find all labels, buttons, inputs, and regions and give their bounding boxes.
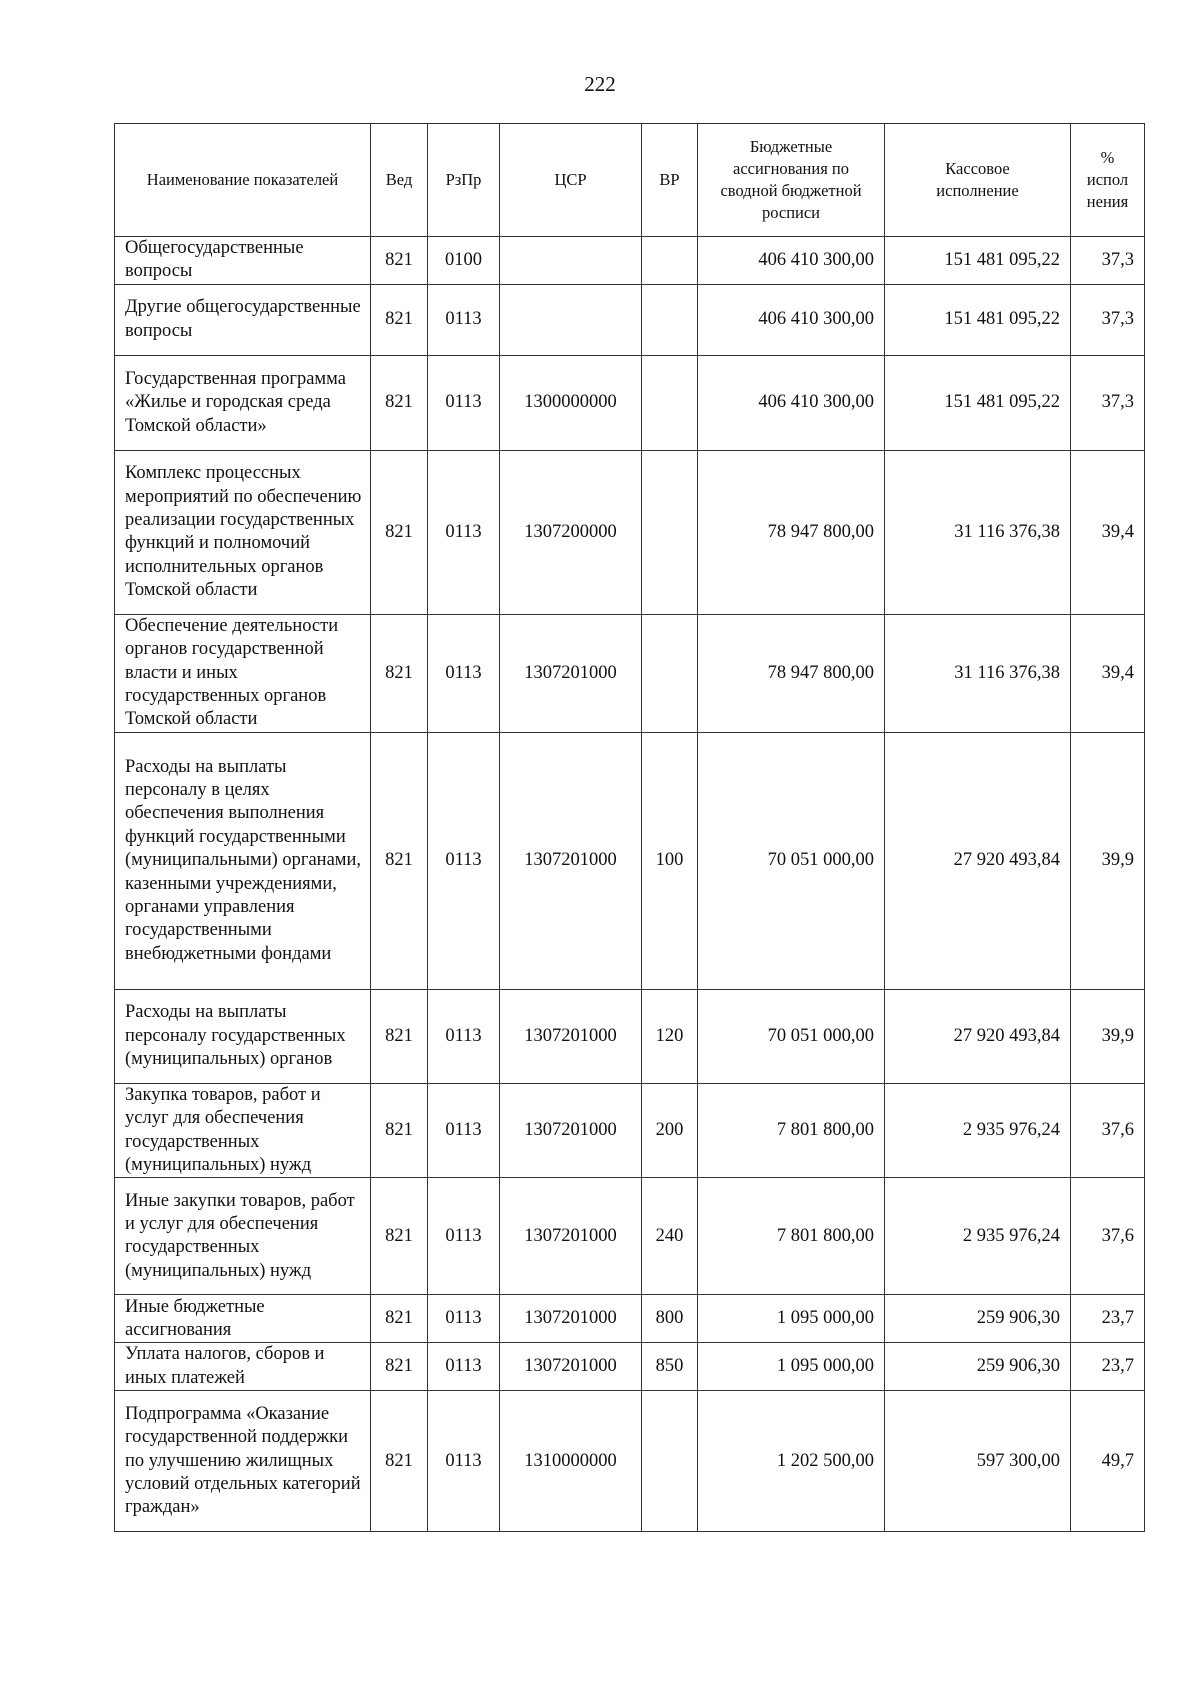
row-name: Иные бюджетные ассигнования xyxy=(115,1295,371,1343)
row-csr: 1310000000 xyxy=(500,1391,642,1532)
row-vr: 240 xyxy=(642,1178,698,1295)
table-row xyxy=(115,1391,1145,1532)
row-name: Общегосударственные вопросы xyxy=(115,237,371,285)
table-row xyxy=(115,1178,1145,1295)
row-budget: 78 947 800,00 xyxy=(698,614,885,732)
row-budget: 1 095 000,00 xyxy=(698,1295,885,1343)
row-pct: 37,3 xyxy=(1071,355,1145,450)
row-vr: 120 xyxy=(642,989,698,1083)
table-row xyxy=(115,355,1145,450)
page-number: 222 xyxy=(584,72,616,96)
table-row xyxy=(115,284,1145,355)
table-row xyxy=(115,989,1145,1083)
row-budget: 70 051 000,00 xyxy=(698,732,885,989)
row-cash: 27 920 493,84 xyxy=(885,732,1071,989)
row-pct: 37,3 xyxy=(1071,284,1145,355)
header-rzpr: РзПр xyxy=(428,124,500,237)
header-csr: ЦСР xyxy=(500,124,642,237)
header-name: Наименование показателей xyxy=(115,124,371,237)
row-rzpr: 0113 xyxy=(428,614,500,732)
row-budget: 78 947 800,00 xyxy=(698,450,885,614)
row-ved: 821 xyxy=(371,450,428,614)
row-csr: 1307200000 xyxy=(500,450,642,614)
row-name: Обеспечение деятельности органов государственной власти и иных государственных органов Томской области xyxy=(115,614,371,732)
row-vr: 850 xyxy=(642,1343,698,1391)
row-ved: 821 xyxy=(371,989,428,1083)
table-row xyxy=(115,450,1145,614)
row-vr xyxy=(642,355,698,450)
row-csr: 1307201000 xyxy=(500,1178,642,1295)
row-vr xyxy=(642,237,698,285)
row-vr: 100 xyxy=(642,732,698,989)
table-row xyxy=(115,1343,1145,1391)
row-name: Подпрограмма «Оказание государственной поддержки по улучшению жилищных условий отдельных категорий граждан» xyxy=(115,1391,371,1532)
header-ved: Вед xyxy=(371,124,428,237)
row-ved: 821 xyxy=(371,732,428,989)
row-ved: 821 xyxy=(371,1295,428,1343)
row-csr xyxy=(500,284,642,355)
row-pct: 39,9 xyxy=(1071,732,1145,989)
row-budget: 406 410 300,00 xyxy=(698,237,885,285)
table-header-row xyxy=(115,124,1145,237)
row-rzpr: 0100 xyxy=(428,237,500,285)
row-pct: 23,7 xyxy=(1071,1343,1145,1391)
row-rzpr: 0113 xyxy=(428,1295,500,1343)
row-vr xyxy=(642,450,698,614)
row-budget: 7 801 800,00 xyxy=(698,1178,885,1295)
header-pct-text: % испол нения xyxy=(1086,148,1129,211)
row-cash: 2 935 976,24 xyxy=(885,1083,1071,1178)
row-cash: 259 906,30 xyxy=(885,1295,1071,1343)
row-csr: 1307201000 xyxy=(500,732,642,989)
table-row xyxy=(115,1295,1145,1343)
row-rzpr: 0113 xyxy=(428,989,500,1083)
row-name: Государственная программа «Жилье и городская среда Томской области» xyxy=(115,355,371,450)
header-pct xyxy=(1071,124,1145,237)
row-pct: 39,4 xyxy=(1071,614,1145,732)
row-cash: 151 481 095,22 xyxy=(885,237,1071,285)
row-name: Расходы на выплаты персоналу в целях обеспечения выполнения функций государственными (муниципальными) органами, казенными учреждениями, органами управления государственными внебюджетными фондами xyxy=(115,732,371,989)
table-row xyxy=(115,237,1145,285)
row-name: Уплата налогов, сборов и иных платежей xyxy=(115,1343,371,1391)
row-name: Другие общегосударственные вопросы xyxy=(115,284,371,355)
row-ved: 821 xyxy=(371,1391,428,1532)
row-budget: 406 410 300,00 xyxy=(698,284,885,355)
row-rzpr: 0113 xyxy=(428,1343,500,1391)
row-vr xyxy=(642,284,698,355)
row-cash: 27 920 493,84 xyxy=(885,989,1071,1083)
row-budget: 7 801 800,00 xyxy=(698,1083,885,1178)
row-pct: 37,6 xyxy=(1071,1178,1145,1295)
row-budget: 1 095 000,00 xyxy=(698,1343,885,1391)
row-csr: 1307201000 xyxy=(500,1083,642,1178)
row-ved: 821 xyxy=(371,1343,428,1391)
row-pct: 49,7 xyxy=(1071,1391,1145,1532)
row-csr: 1307201000 xyxy=(500,1343,642,1391)
row-rzpr: 0113 xyxy=(428,284,500,355)
row-ved: 821 xyxy=(371,1178,428,1295)
row-ved: 821 xyxy=(371,614,428,732)
row-csr: 1307201000 xyxy=(500,614,642,732)
row-budget: 406 410 300,00 xyxy=(698,355,885,450)
row-csr: 1300000000 xyxy=(500,355,642,450)
budget-execution-table xyxy=(114,123,1145,1532)
row-cash: 2 935 976,24 xyxy=(885,1178,1071,1295)
table-row xyxy=(115,1083,1145,1178)
header-cash xyxy=(885,124,1071,237)
row-rzpr: 0113 xyxy=(428,355,500,450)
row-cash: 31 116 376,38 xyxy=(885,450,1071,614)
row-vr xyxy=(642,614,698,732)
row-name: Иные закупки товаров, работ и услуг для обеспечения государственных (муниципальных) нужд xyxy=(115,1178,371,1295)
row-rzpr: 0113 xyxy=(428,732,500,989)
row-vr: 200 xyxy=(642,1083,698,1178)
row-rzpr: 0113 xyxy=(428,1083,500,1178)
row-pct: 39,4 xyxy=(1071,450,1145,614)
row-vr: 800 xyxy=(642,1295,698,1343)
row-name: Комплекс процессных мероприятий по обеспечению реализации государственных функций и полномочий исполнительных органов Томской области xyxy=(115,450,371,614)
row-pct: 37,3 xyxy=(1071,237,1145,285)
row-cash: 259 906,30 xyxy=(885,1343,1071,1391)
row-name: Закупка товаров, работ и услуг для обеспечения государственных (муниципальных) нужд xyxy=(115,1083,371,1178)
row-cash: 31 116 376,38 xyxy=(885,614,1071,732)
row-cash: 151 481 095,22 xyxy=(885,284,1071,355)
row-ved: 821 xyxy=(371,1083,428,1178)
row-name: Расходы на выплаты персоналу государственных (муниципальных) органов xyxy=(115,989,371,1083)
row-rzpr: 0113 xyxy=(428,1391,500,1532)
row-budget: 70 051 000,00 xyxy=(698,989,885,1083)
row-rzpr: 0113 xyxy=(428,450,500,614)
row-ved: 821 xyxy=(371,355,428,450)
table-row xyxy=(115,732,1145,989)
row-csr: 1307201000 xyxy=(500,989,642,1083)
row-ved: 821 xyxy=(371,284,428,355)
row-pct: 37,6 xyxy=(1071,1083,1145,1178)
row-rzpr: 0113 xyxy=(428,1178,500,1295)
header-vr: ВР xyxy=(642,124,698,237)
table-row xyxy=(115,614,1145,732)
row-vr xyxy=(642,1391,698,1532)
row-csr xyxy=(500,237,642,285)
row-ved: 821 xyxy=(371,237,428,285)
row-cash: 597 300,00 xyxy=(885,1391,1071,1532)
header-budget xyxy=(698,124,885,237)
row-csr: 1307201000 xyxy=(500,1295,642,1343)
row-budget: 1 202 500,00 xyxy=(698,1391,885,1532)
header-budget-text: Бюджетные ассигнования по сводной бюджетной росписи xyxy=(720,137,862,222)
row-pct: 23,7 xyxy=(1071,1295,1145,1343)
row-cash: 151 481 095,22 xyxy=(885,355,1071,450)
row-pct: 39,9 xyxy=(1071,989,1145,1083)
header-cash-text: Кассовое исполнение xyxy=(936,159,1019,200)
